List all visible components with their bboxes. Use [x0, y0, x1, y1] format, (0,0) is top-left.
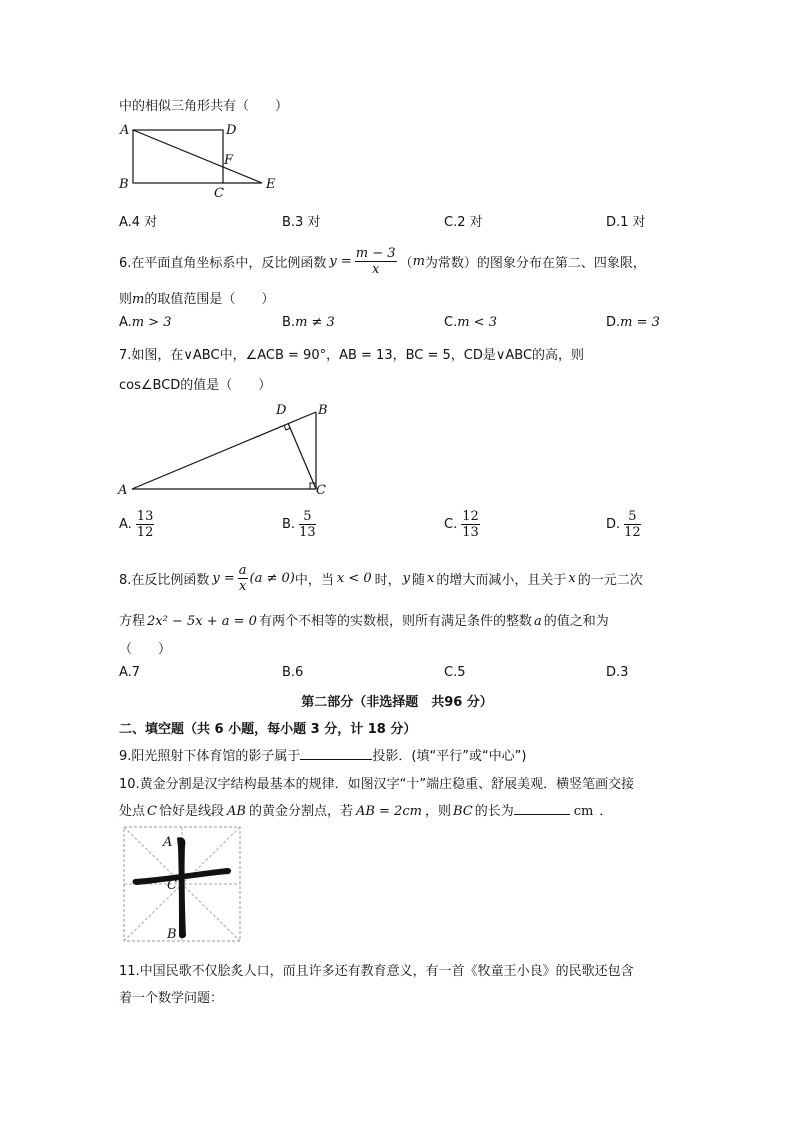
q11-line1: 11.中国民歌不仅脍炙人口，而且许多还有教育意义，有一首《牧童王小良》的民歌还包含	[119, 964, 634, 979]
q7-figure	[112, 398, 342, 500]
q6-option-d: D.m = 3	[606, 315, 660, 330]
q5-label-c: C	[214, 186, 224, 200]
q6-suffix: 为常数）的图象分布在第二、四象限，	[424, 255, 646, 271]
q8-option-a: A.7	[119, 665, 141, 680]
q7-label-c: C	[316, 483, 326, 498]
q8-option-b: B.6	[282, 665, 304, 680]
q10-line1: 10.黄金分割是汉字结构最基本的规律．如图汉字“十”端庄稳重、舒展美观．横竖笔画交接	[119, 777, 635, 792]
q8-option-c: C.5	[444, 665, 466, 680]
q10-label-c: C	[167, 878, 177, 893]
q7-label-a: A	[118, 483, 128, 498]
q8-fraction: $\frac{a}{x}$	[238, 562, 247, 594]
q6-mid: （	[399, 255, 413, 271]
q5-figure	[112, 118, 287, 200]
q5-label-e: E	[266, 177, 276, 192]
q7-option-b: B. $\frac{5}{13}$	[282, 509, 316, 540]
q6-frac-den: x	[371, 261, 380, 277]
q7-label-b: B	[318, 403, 328, 418]
q9-line: 9.阳光照射下体育馆的影子属于 投影．(填“平行”或“中心”)	[119, 749, 527, 764]
q5-option-c: C.2 对	[444, 215, 483, 230]
q7-line2: cos∠BCD的值是（ ）	[119, 378, 272, 393]
q6-line1	[119, 243, 646, 279]
q7-option-a: A. $\frac{13}{12}$	[119, 509, 154, 540]
q6-fraction	[355, 246, 397, 277]
q8-option-d: D.3	[606, 665, 629, 680]
q9-blank	[300, 759, 372, 760]
q8-line1: 8.在反比例函数 y = $\frac{a}{x}$ (a ≠ 0) 中，当 x < 0 时， y 随 x 的增大而减小，且关于 x 的一元二次	[119, 562, 643, 594]
q8-line2: 方程 2x² − 5x + a = 0 有两个不相等的实数根，则所有满足条件的整数 a 的值之和为	[119, 614, 609, 629]
q10-figure	[123, 826, 241, 942]
q5-label-d: D	[226, 123, 237, 138]
q5-label-f: F	[224, 153, 234, 168]
q10-line2: 处点 C 恰好是线段 AB 的黄金分割点，若 AB = 2cm ，则 BC 的长为 cm ．	[119, 804, 613, 819]
q6-line2: 则m的取值范围是（ ）	[119, 292, 275, 307]
q5-label-a: A	[120, 123, 130, 138]
q6-option-c: C.m < 3	[444, 315, 497, 330]
part2-title: 第二部分（非选择题 共96 分）	[301, 695, 493, 710]
q5-option-a: A.4 对	[119, 215, 158, 230]
q6-func-lhs: y =	[329, 253, 352, 269]
q6-frac-num: m − 3	[355, 245, 396, 261]
q8-line3: （ ）	[119, 642, 172, 657]
q6-option-a: A.m > 3	[119, 315, 172, 330]
q10-blank	[514, 814, 570, 815]
q7-option-c: C. $\frac{12}{13}$	[444, 509, 479, 540]
q5-stem: 中的相似三角形共有（ ）	[119, 99, 289, 114]
q6-m-var: m	[412, 253, 425, 269]
q10-label-a: A	[163, 835, 173, 850]
q11-line2: 着一个数学问题：	[119, 991, 224, 1006]
q6-prefix: 6.在平面直角坐标系中，反比例函数	[119, 255, 327, 271]
q10-label-b: B	[167, 927, 177, 942]
q5-option-b: B.3 对	[282, 215, 321, 230]
q5-label-b: B	[119, 177, 129, 192]
section2-title: 二、填空题（共 6 小题，每小题 3 分，计 18 分）	[119, 722, 417, 737]
q5-option-d: D.1 对	[606, 215, 646, 230]
q7-option-d: D. $\frac{5}{12}$	[606, 509, 641, 540]
q6-option-b: B.m ≠ 3	[282, 315, 335, 330]
q7-line1: 7.如图，在∨ABC中，∠ACB = 90°，AB = 13，BC = 5，CD是∨ABC的高，则	[119, 348, 585, 363]
q7-label-d: D	[276, 403, 287, 418]
